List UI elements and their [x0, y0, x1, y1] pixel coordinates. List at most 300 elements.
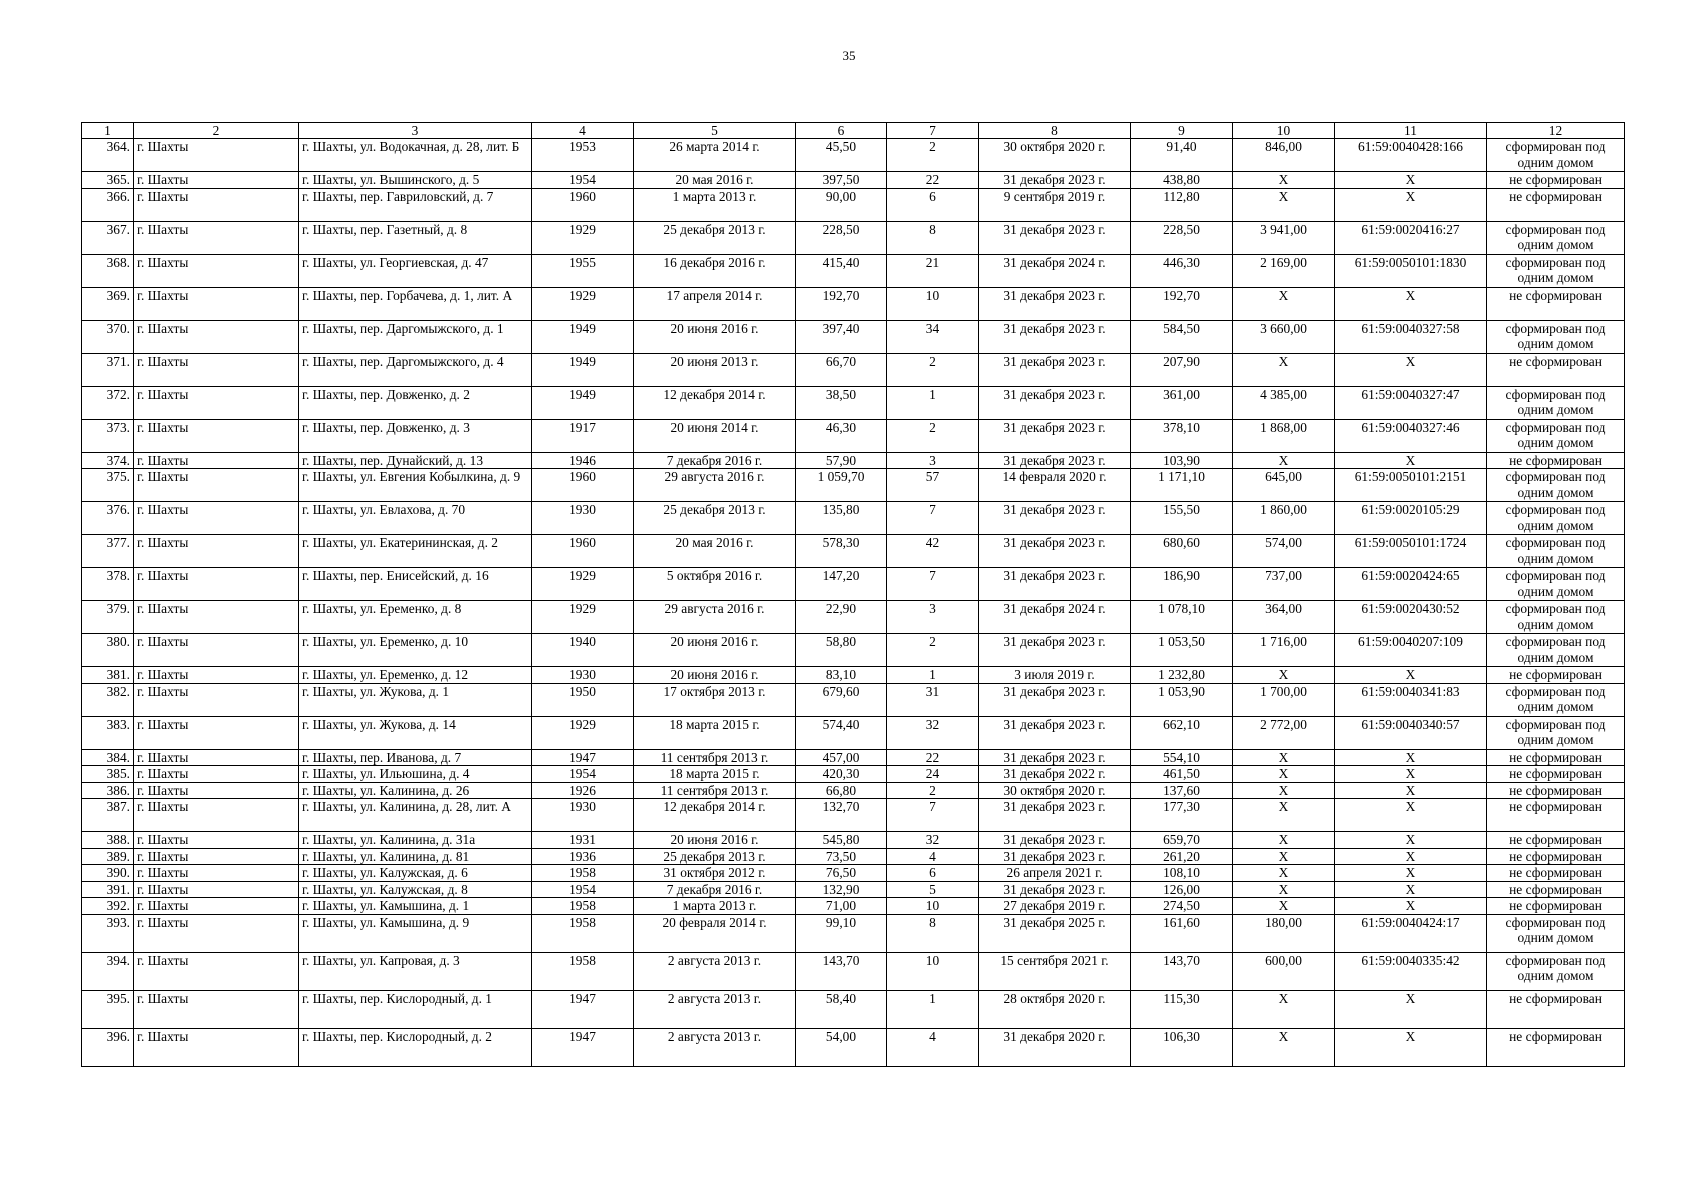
total-area-cell: 438,80 [1131, 172, 1233, 189]
count-cell: 32 [887, 832, 979, 849]
total-area-cell: 228,50 [1131, 221, 1233, 254]
total-area-cell: 161,60 [1131, 914, 1233, 952]
city-cell: г. Шахты [134, 353, 299, 386]
cadastral-number-cell: X [1335, 848, 1487, 865]
city-cell: г. Шахты [134, 221, 299, 254]
year-built-cell: 1926 [532, 782, 634, 799]
cadastral-number-cell: X [1335, 667, 1487, 684]
total-area-cell: 108,10 [1131, 865, 1233, 882]
city-cell: г. Шахты [134, 865, 299, 882]
cadastral-number-cell: X [1335, 452, 1487, 469]
total-area-cell: 1 053,90 [1131, 683, 1233, 716]
address-cell: г. Шахты, пер. Даргомыжского, д. 4 [299, 353, 532, 386]
deadline-cell: 31 декабря 2023 г. [979, 634, 1131, 667]
date-cell: 17 апреля 2014 г. [634, 287, 796, 320]
year-built-cell: 1949 [532, 386, 634, 419]
count-cell: 42 [887, 535, 979, 568]
city-cell: г. Шахты [134, 452, 299, 469]
land-status-cell: не сформирован [1487, 188, 1625, 221]
row-number: 386. [82, 782, 134, 799]
area-cell: 73,50 [796, 848, 887, 865]
land-status-cell: не сформирован [1487, 799, 1625, 832]
count-cell: 1 [887, 990, 979, 1028]
address-cell: г. Шахты, ул. Калинина, д. 28, лит. А [299, 799, 532, 832]
count-cell: 4 [887, 1028, 979, 1066]
land-area-cell: 2 772,00 [1233, 716, 1335, 749]
land-status-cell: сформирован под одним домом [1487, 469, 1625, 502]
table-row [82, 848, 1625, 865]
deadline-cell: 31 декабря 2023 г. [979, 386, 1131, 419]
count-cell: 1 [887, 667, 979, 684]
total-area-cell: 207,90 [1131, 353, 1233, 386]
table-row [82, 287, 1625, 320]
deadline-cell: 31 декабря 2024 г. [979, 254, 1131, 287]
table-row [82, 139, 1625, 172]
total-area-cell: 143,70 [1131, 952, 1233, 990]
total-area-cell: 1 053,50 [1131, 634, 1233, 667]
address-cell: г. Шахты, пер. Даргомыжского, д. 1 [299, 320, 532, 353]
city-cell: г. Шахты [134, 469, 299, 502]
city-cell: г. Шахты [134, 419, 299, 452]
cadastral-number-cell: 61:59:0020416:27 [1335, 221, 1487, 254]
table-row [82, 881, 1625, 898]
city-cell: г. Шахты [134, 990, 299, 1028]
cadastral-number-cell: 61:59:0020424:65 [1335, 568, 1487, 601]
land-status-cell: сформирован под одним домом [1487, 634, 1625, 667]
year-built-cell: 1930 [532, 502, 634, 535]
row-number: 377. [82, 535, 134, 568]
total-area-cell: 106,30 [1131, 1028, 1233, 1066]
column-header: 7 [887, 123, 979, 139]
table-row [82, 386, 1625, 419]
cadastral-number-cell: 61:59:0050101:1830 [1335, 254, 1487, 287]
column-header: 2 [134, 123, 299, 139]
area-cell: 38,50 [796, 386, 887, 419]
year-built-cell: 1940 [532, 634, 634, 667]
area-cell: 132,70 [796, 799, 887, 832]
area-cell: 22,90 [796, 601, 887, 634]
year-built-cell: 1958 [532, 914, 634, 952]
area-cell: 578,30 [796, 535, 887, 568]
row-number: 394. [82, 952, 134, 990]
deadline-cell: 31 декабря 2023 г. [979, 568, 1131, 601]
date-cell: 20 февраля 2014 г. [634, 914, 796, 952]
land-area-cell: X [1233, 799, 1335, 832]
row-number: 384. [82, 749, 134, 766]
count-cell: 3 [887, 601, 979, 634]
date-cell: 31 октября 2012 г. [634, 865, 796, 882]
page-number: 35 [842, 48, 856, 63]
deadline-cell: 30 октября 2020 г. [979, 139, 1131, 172]
deadline-cell: 31 декабря 2023 г. [979, 749, 1131, 766]
deadline-cell: 31 декабря 2023 г. [979, 799, 1131, 832]
year-built-cell: 1954 [532, 766, 634, 783]
land-area-cell: X [1233, 749, 1335, 766]
table-row [82, 254, 1625, 287]
table-row [82, 782, 1625, 799]
year-built-cell: 1954 [532, 881, 634, 898]
address-cell: г. Шахты, ул. Калужская, д. 8 [299, 881, 532, 898]
city-cell: г. Шахты [134, 749, 299, 766]
land-status-cell: сформирован под одним домом [1487, 502, 1625, 535]
city-cell: г. Шахты [134, 568, 299, 601]
row-number: 393. [82, 914, 134, 952]
cadastral-number-cell: 61:59:0040424:17 [1335, 914, 1487, 952]
cadastral-number-cell: 61:59:0020105:29 [1335, 502, 1487, 535]
area-cell: 58,80 [796, 634, 887, 667]
year-built-cell: 1930 [532, 799, 634, 832]
cadastral-number-cell: X [1335, 766, 1487, 783]
land-area-cell: X [1233, 667, 1335, 684]
count-cell: 2 [887, 353, 979, 386]
land-area-cell: X [1233, 898, 1335, 915]
total-area-cell: 584,50 [1131, 320, 1233, 353]
city-cell: г. Шахты [134, 386, 299, 419]
count-cell: 31 [887, 683, 979, 716]
date-cell: 26 марта 2014 г. [634, 139, 796, 172]
land-status-cell: не сформирован [1487, 782, 1625, 799]
count-cell: 22 [887, 172, 979, 189]
deadline-cell: 31 декабря 2023 г. [979, 716, 1131, 749]
count-cell: 7 [887, 799, 979, 832]
row-number: 395. [82, 990, 134, 1028]
land-status-cell: сформирован под одним домом [1487, 386, 1625, 419]
address-cell: г. Шахты, ул. Жукова, д. 1 [299, 683, 532, 716]
row-number: 375. [82, 469, 134, 502]
cadastral-number-cell: X [1335, 832, 1487, 849]
total-area-cell: 461,50 [1131, 766, 1233, 783]
land-area-cell: 3 941,00 [1233, 221, 1335, 254]
table-row [82, 683, 1625, 716]
city-cell: г. Шахты [134, 1028, 299, 1066]
address-cell: г. Шахты, ул. Еременко, д. 8 [299, 601, 532, 634]
count-cell: 4 [887, 848, 979, 865]
total-area-cell: 261,20 [1131, 848, 1233, 865]
area-cell: 228,50 [796, 221, 887, 254]
address-cell: г. Шахты, пер. Дунайский, д. 13 [299, 452, 532, 469]
cadastral-number-cell: X [1335, 353, 1487, 386]
count-cell: 21 [887, 254, 979, 287]
count-cell: 6 [887, 865, 979, 882]
address-cell: г. Шахты, пер. Довженко, д. 3 [299, 419, 532, 452]
table-row [82, 172, 1625, 189]
deadline-cell: 30 октября 2020 г. [979, 782, 1131, 799]
count-cell: 2 [887, 419, 979, 452]
total-area-cell: 112,80 [1131, 188, 1233, 221]
date-cell: 20 июня 2014 г. [634, 419, 796, 452]
date-cell: 20 июня 2016 г. [634, 667, 796, 684]
land-area-cell: 1 860,00 [1233, 502, 1335, 535]
area-cell: 420,30 [796, 766, 887, 783]
row-number: 392. [82, 898, 134, 915]
year-built-cell: 1947 [532, 1028, 634, 1066]
table-row [82, 766, 1625, 783]
land-area-cell: X [1233, 353, 1335, 386]
cadastral-number-cell: 61:59:0020430:52 [1335, 601, 1487, 634]
area-cell: 66,80 [796, 782, 887, 799]
column-header: 4 [532, 123, 634, 139]
table-row [82, 353, 1625, 386]
area-cell: 147,20 [796, 568, 887, 601]
address-cell: г. Шахты, ул. Калужская, д. 6 [299, 865, 532, 882]
area-cell: 54,00 [796, 1028, 887, 1066]
land-status-cell: не сформирован [1487, 865, 1625, 882]
land-area-cell: X [1233, 766, 1335, 783]
land-area-cell: X [1233, 848, 1335, 865]
year-built-cell: 1929 [532, 716, 634, 749]
table-row [82, 419, 1625, 452]
land-area-cell: X [1233, 1028, 1335, 1066]
table-row [82, 952, 1625, 990]
year-built-cell: 1958 [532, 952, 634, 990]
year-built-cell: 1949 [532, 320, 634, 353]
date-cell: 18 марта 2015 г. [634, 766, 796, 783]
count-cell: 2 [887, 139, 979, 172]
land-area-cell: 1 716,00 [1233, 634, 1335, 667]
row-number: 379. [82, 601, 134, 634]
date-cell: 20 мая 2016 г. [634, 172, 796, 189]
area-cell: 135,80 [796, 502, 887, 535]
area-cell: 57,90 [796, 452, 887, 469]
table-row [82, 898, 1625, 915]
row-number: 380. [82, 634, 134, 667]
address-cell: г. Шахты, ул. Еременко, д. 12 [299, 667, 532, 684]
city-cell: г. Шахты [134, 881, 299, 898]
address-cell: г. Шахты, ул. Еременко, д. 10 [299, 634, 532, 667]
area-cell: 45,50 [796, 139, 887, 172]
city-cell: г. Шахты [134, 320, 299, 353]
address-cell: г. Шахты, пер. Гавриловский, д. 7 [299, 188, 532, 221]
city-cell: г. Шахты [134, 716, 299, 749]
area-cell: 90,00 [796, 188, 887, 221]
address-cell: г. Шахты, ул. Евгения Кобылкина, д. 9 [299, 469, 532, 502]
land-status-cell: сформирован под одним домом [1487, 568, 1625, 601]
area-cell: 545,80 [796, 832, 887, 849]
total-area-cell: 1 171,10 [1131, 469, 1233, 502]
land-area-cell: 846,00 [1233, 139, 1335, 172]
land-status-cell: не сформирован [1487, 749, 1625, 766]
land-status-cell: не сформирован [1487, 667, 1625, 684]
year-built-cell: 1958 [532, 865, 634, 882]
year-built-cell: 1949 [532, 353, 634, 386]
housing-registry-table [81, 122, 1625, 1067]
city-cell: г. Шахты [134, 287, 299, 320]
table-row [82, 502, 1625, 535]
cadastral-number-cell: 61:59:0040340:57 [1335, 716, 1487, 749]
city-cell: г. Шахты [134, 898, 299, 915]
total-area-cell: 1 078,10 [1131, 601, 1233, 634]
address-cell: г. Шахты, пер. Кислородный, д. 2 [299, 1028, 532, 1066]
column-header: 5 [634, 123, 796, 139]
row-number: 372. [82, 386, 134, 419]
area-cell: 132,90 [796, 881, 887, 898]
date-cell: 11 сентября 2013 г. [634, 782, 796, 799]
address-cell: г. Шахты, пер. Кислородный, д. 1 [299, 990, 532, 1028]
count-cell: 8 [887, 914, 979, 952]
date-cell: 12 декабря 2014 г. [634, 799, 796, 832]
row-number: 369. [82, 287, 134, 320]
date-cell: 1 марта 2013 г. [634, 898, 796, 915]
land-status-cell: не сформирован [1487, 832, 1625, 849]
city-cell: г. Шахты [134, 848, 299, 865]
row-number: 383. [82, 716, 134, 749]
city-cell: г. Шахты [134, 254, 299, 287]
land-status-cell: сформирован под одним домом [1487, 221, 1625, 254]
total-area-cell: 186,90 [1131, 568, 1233, 601]
date-cell: 12 декабря 2014 г. [634, 386, 796, 419]
city-cell: г. Шахты [134, 832, 299, 849]
column-header: 9 [1131, 123, 1233, 139]
row-number: 370. [82, 320, 134, 353]
cadastral-number-cell: X [1335, 898, 1487, 915]
row-number: 368. [82, 254, 134, 287]
address-cell: г. Шахты, ул. Капровая, д. 3 [299, 952, 532, 990]
total-area-cell: 115,30 [1131, 990, 1233, 1028]
count-cell: 32 [887, 716, 979, 749]
year-built-cell: 1953 [532, 139, 634, 172]
cadastral-number-cell: X [1335, 172, 1487, 189]
land-area-cell: 180,00 [1233, 914, 1335, 952]
address-cell: г. Шахты, ул. Евлахова, д. 70 [299, 502, 532, 535]
address-cell: г. Шахты, ул. Жукова, д. 14 [299, 716, 532, 749]
land-status-cell: не сформирован [1487, 848, 1625, 865]
deadline-cell: 31 декабря 2023 г. [979, 881, 1131, 898]
date-cell: 20 июня 2016 г. [634, 634, 796, 667]
total-area-cell: 446,30 [1131, 254, 1233, 287]
year-built-cell: 1950 [532, 683, 634, 716]
area-cell: 192,70 [796, 287, 887, 320]
table-row [82, 221, 1625, 254]
total-area-cell: 680,60 [1131, 535, 1233, 568]
address-cell: г. Шахты, пер. Енисейский, д. 16 [299, 568, 532, 601]
column-header: 12 [1487, 123, 1625, 139]
deadline-cell: 15 сентября 2021 г. [979, 952, 1131, 990]
area-cell: 1 059,70 [796, 469, 887, 502]
year-built-cell: 1929 [532, 568, 634, 601]
cadastral-number-cell: 61:59:0040327:47 [1335, 386, 1487, 419]
row-number: 378. [82, 568, 134, 601]
year-built-cell: 1930 [532, 667, 634, 684]
table-row [82, 799, 1625, 832]
table-row [82, 452, 1625, 469]
table-row [82, 320, 1625, 353]
land-area-cell: 574,00 [1233, 535, 1335, 568]
area-cell: 397,40 [796, 320, 887, 353]
area-cell: 76,50 [796, 865, 887, 882]
city-cell: г. Шахты [134, 535, 299, 568]
count-cell: 10 [887, 287, 979, 320]
city-cell: г. Шахты [134, 683, 299, 716]
date-cell: 25 декабря 2013 г. [634, 221, 796, 254]
deadline-cell: 31 декабря 2023 г. [979, 353, 1131, 386]
year-built-cell: 1958 [532, 898, 634, 915]
row-number: 366. [82, 188, 134, 221]
cadastral-number-cell: X [1335, 287, 1487, 320]
land-status-cell: сформирован под одним домом [1487, 254, 1625, 287]
table-row [82, 188, 1625, 221]
city-cell: г. Шахты [134, 667, 299, 684]
year-built-cell: 1929 [532, 221, 634, 254]
deadline-cell: 31 декабря 2023 г. [979, 502, 1131, 535]
table-row [82, 865, 1625, 882]
cadastral-number-cell: 61:59:0040341:83 [1335, 683, 1487, 716]
deadline-cell: 31 декабря 2025 г. [979, 914, 1131, 952]
row-number: 364. [82, 139, 134, 172]
area-cell: 457,00 [796, 749, 887, 766]
cadastral-number-cell: 61:59:0050101:2151 [1335, 469, 1487, 502]
row-number: 365. [82, 172, 134, 189]
year-built-cell: 1946 [532, 452, 634, 469]
deadline-cell: 31 декабря 2023 г. [979, 419, 1131, 452]
table-row [82, 469, 1625, 502]
address-cell: г. Шахты, ул. Ильюшина, д. 4 [299, 766, 532, 783]
area-cell: 397,50 [796, 172, 887, 189]
row-number: 371. [82, 353, 134, 386]
land-area-cell: X [1233, 782, 1335, 799]
cadastral-number-cell: X [1335, 881, 1487, 898]
deadline-cell: 27 декабря 2019 г. [979, 898, 1131, 915]
land-status-cell: не сформирован [1487, 990, 1625, 1028]
date-cell: 2 августа 2013 г. [634, 952, 796, 990]
land-status-cell: не сформирован [1487, 1028, 1625, 1066]
date-cell: 20 мая 2016 г. [634, 535, 796, 568]
table-row [82, 535, 1625, 568]
total-area-cell: 659,70 [1131, 832, 1233, 849]
column-header: 10 [1233, 123, 1335, 139]
table-row [82, 990, 1625, 1028]
cadastral-number-cell: 61:59:0040207:109 [1335, 634, 1487, 667]
cadastral-number-cell: X [1335, 1028, 1487, 1066]
deadline-cell: 31 декабря 2022 г. [979, 766, 1131, 783]
column-number-row [82, 123, 1625, 139]
deadline-cell: 26 апреля 2021 г. [979, 865, 1131, 882]
total-area-cell: 126,00 [1131, 881, 1233, 898]
city-cell: г. Шахты [134, 188, 299, 221]
total-area-cell: 103,90 [1131, 452, 1233, 469]
land-status-cell: сформирован под одним домом [1487, 914, 1625, 952]
deadline-cell: 31 декабря 2023 г. [979, 320, 1131, 353]
deadline-cell: 31 декабря 2023 г. [979, 832, 1131, 849]
city-cell: г. Шахты [134, 952, 299, 990]
city-cell: г. Шахты [134, 634, 299, 667]
land-area-cell: 645,00 [1233, 469, 1335, 502]
land-area-cell: 737,00 [1233, 568, 1335, 601]
area-cell: 143,70 [796, 952, 887, 990]
deadline-cell: 3 июля 2019 г. [979, 667, 1131, 684]
column-header: 8 [979, 123, 1131, 139]
year-built-cell: 1960 [532, 188, 634, 221]
count-cell: 3 [887, 452, 979, 469]
count-cell: 5 [887, 881, 979, 898]
city-cell: г. Шахты [134, 914, 299, 952]
year-built-cell: 1936 [532, 848, 634, 865]
land-area-cell: X [1233, 287, 1335, 320]
count-cell: 10 [887, 952, 979, 990]
address-cell: г. Шахты, пер. Газетный, д. 8 [299, 221, 532, 254]
count-cell: 2 [887, 782, 979, 799]
year-built-cell: 1947 [532, 749, 634, 766]
year-built-cell: 1960 [532, 469, 634, 502]
address-cell: г. Шахты, ул. Калинина, д. 81 [299, 848, 532, 865]
cadastral-number-cell: X [1335, 865, 1487, 882]
cadastral-number-cell: X [1335, 188, 1487, 221]
table-row [82, 832, 1625, 849]
date-cell: 25 декабря 2013 г. [634, 502, 796, 535]
total-area-cell: 155,50 [1131, 502, 1233, 535]
table-row [82, 568, 1625, 601]
cadastral-number-cell: 61:59:0040335:42 [1335, 952, 1487, 990]
column-header: 11 [1335, 123, 1487, 139]
